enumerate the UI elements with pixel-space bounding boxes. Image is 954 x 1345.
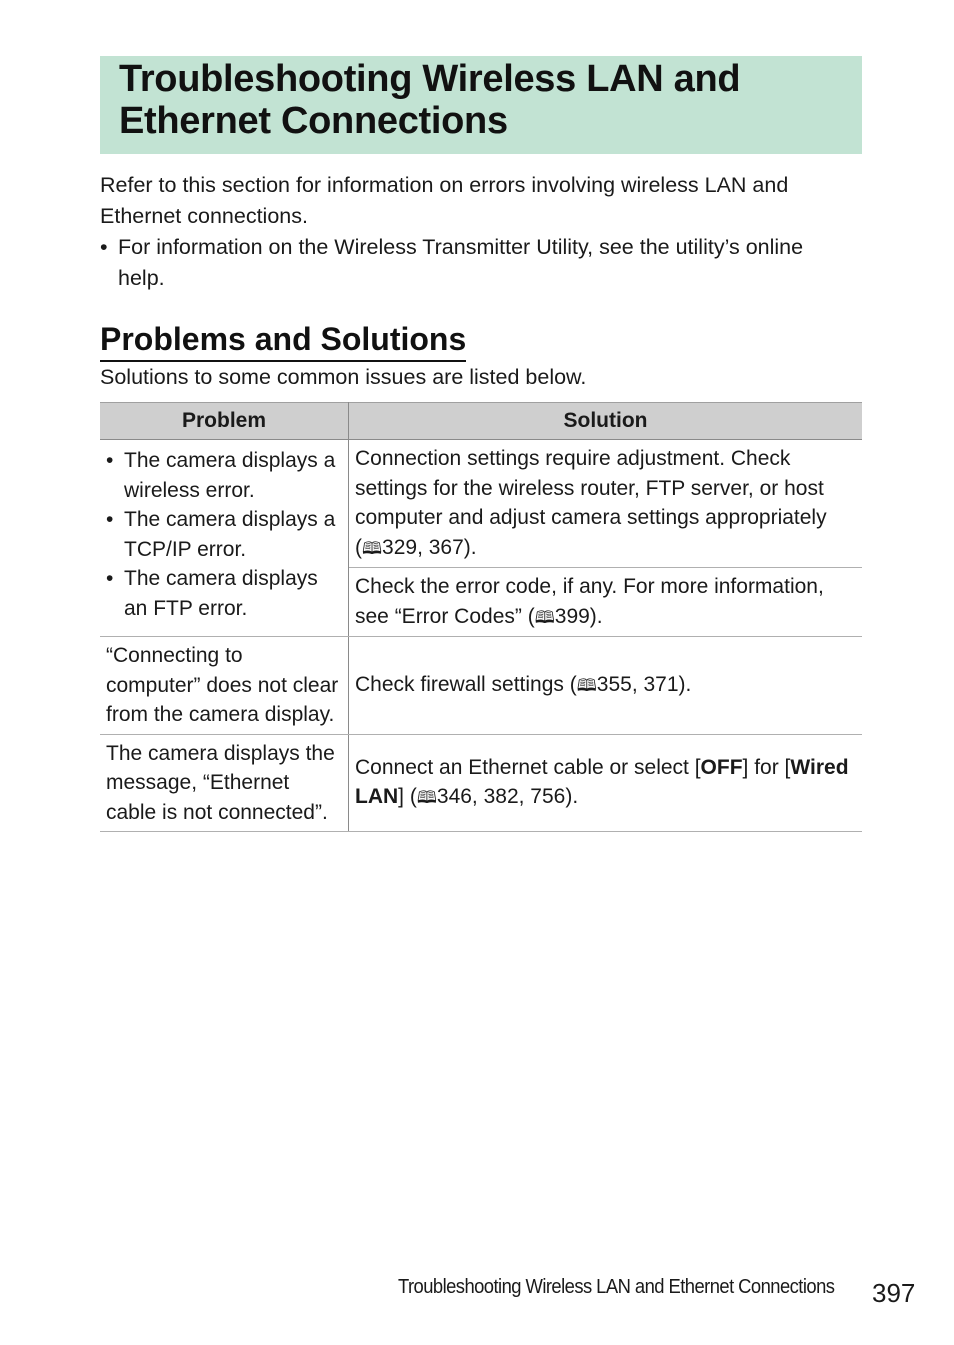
solution-text: Check firewall settings (: [355, 673, 577, 696]
bullet-icon: •: [106, 449, 114, 472]
table-row: [100, 440, 862, 568]
table-row: [100, 637, 862, 735]
book-icon: 🕮: [362, 538, 383, 558]
chapter-title-banner: [100, 56, 862, 154]
page-reference: 346, 382, 756).: [436, 785, 579, 809]
menu-option-wired-lan: Wired LAN: [355, 755, 849, 809]
list-item: [106, 564, 342, 623]
solution-text: ] for [: [742, 755, 791, 779]
problem-text: The camera displays an FTP error.: [124, 567, 318, 620]
intro-bullet-text: For information on the Wireless Transmitter Utility, see the utility’s online help.: [118, 235, 804, 290]
problem-cell: “Connecting to computer” does not clear from the camera display.: [100, 637, 349, 735]
menu-option-off: OFF: [700, 755, 743, 779]
header-problem: Problem: [100, 403, 349, 440]
bullet-icon: •: [100, 235, 108, 259]
problem-list: [106, 446, 342, 623]
chapter-title-line2: Ethernet Connections: [119, 100, 508, 142]
problem-text: The camera displays a TCP/IP error.: [124, 508, 336, 561]
page-reference: 355, 371).: [596, 673, 692, 696]
solution-text: Connect an Ethernet cable or select [: [355, 755, 701, 779]
table-header-row: [100, 403, 862, 440]
chapter-title: [119, 58, 862, 142]
bullet-icon: •: [106, 567, 114, 590]
problems-solutions-table: [100, 402, 862, 832]
header-solution: Solution: [349, 403, 863, 440]
problem-cell: The camera displays the message, “Ethernet cable is not connected”.: [100, 734, 349, 832]
solution-text: ] (: [398, 785, 417, 809]
book-icon: 🕮: [416, 788, 437, 808]
section-subtitle: Solutions to some common issues are listed below.: [100, 365, 587, 389]
list-item: [106, 505, 342, 564]
problem-text: The camera displays a wireless error.: [124, 449, 336, 502]
book-icon: 🕮: [534, 607, 555, 627]
solution-text: Check the error code, if any. For more information, see “Error Codes” (: [355, 575, 824, 628]
solution-cell: [349, 440, 863, 568]
problem-cell: [100, 440, 349, 637]
solution-cell: [349, 734, 863, 832]
table-row: [100, 734, 862, 832]
chapter-title-line1: Troubleshooting Wireless LAN and: [119, 58, 741, 100]
solution-cell: [349, 568, 863, 637]
section-title: Problems and Solutions: [100, 318, 466, 362]
bullet-icon: •: [106, 508, 114, 531]
page-reference: 329, 367).: [382, 535, 477, 559]
solution-text: Connection settings require adjustment. Check settings for the wireless router, FTP server, or host computer and adjust camera settings appropriately (: [355, 447, 827, 559]
book-icon: 🕮: [576, 676, 597, 695]
solution-cell: [349, 637, 863, 735]
footer-title: Troubleshooting Wireless LAN and Ethernet Connections: [397, 1276, 834, 1298]
intro-text: Refer to this section for information on errors involving wireless LAN and Ethernet connections.: [100, 173, 789, 228]
page-number: 397: [872, 1278, 916, 1308]
intro-bullet: [100, 232, 840, 294]
page-reference: 399).: [554, 604, 603, 628]
intro: [100, 170, 840, 294]
list-item: [106, 446, 342, 505]
